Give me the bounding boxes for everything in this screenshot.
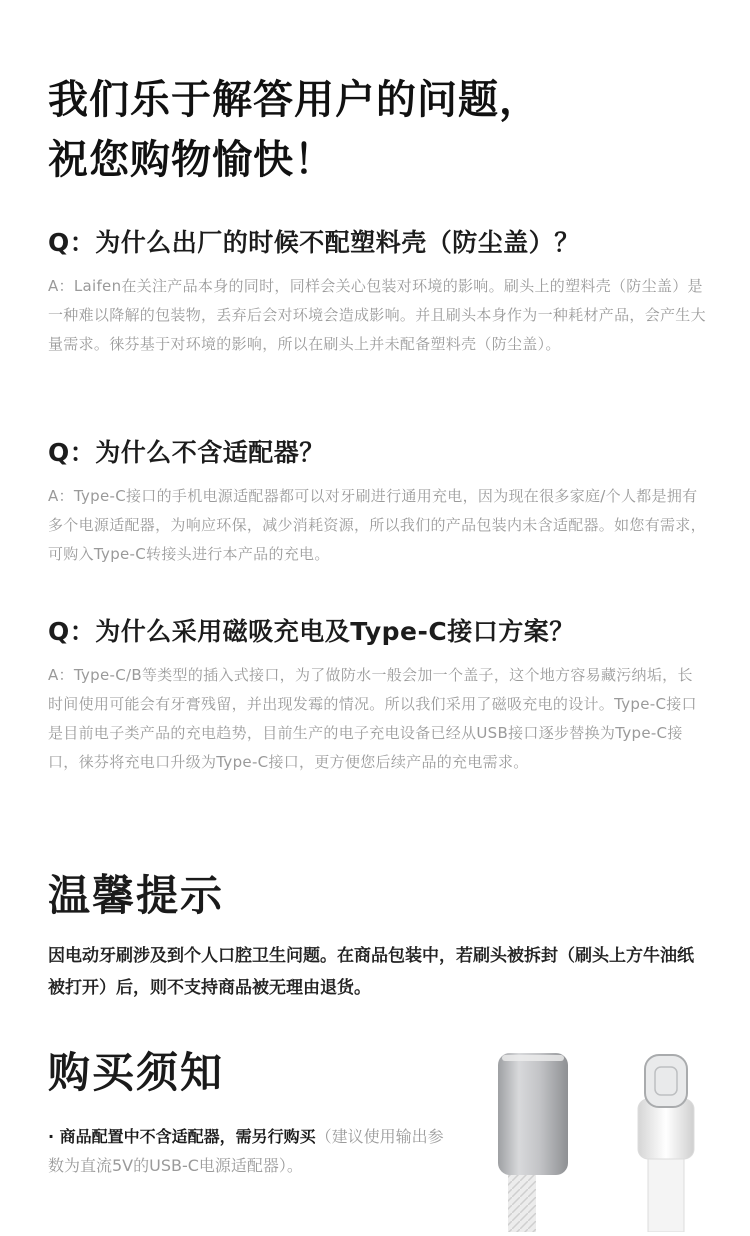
- hero-line-1: 我们乐于解答用户的问题，: [48, 77, 540, 123]
- faq-answer: A：Type-C/B等类型的插入式接口，为了做防水一般会加一个盖子，这个地方容易藏污纳垢，长时间使用可能会有牙膏残留，并出现发霉的情况。所以我们采用了磁吸充电的设计。Type-C接口是目前电子类产品的充电趋势，目前生产的电子充电设备已经从USB接口逐步替换为Type-C接口，徕芬将充电口升级为Type-C接口，更方便您后续产品的充电需求。: [48, 666, 697, 771]
- hero-heading: [48, 70, 708, 190]
- faq-item-1: [48, 226, 708, 359]
- faq-question: Q：为什么采用磁吸充电及Type-C接口方案？: [48, 617, 575, 646]
- faq-item-2: [48, 436, 708, 569]
- faq-answer: A：Laifen在关注产品本身的同时，同样会关心包装对环境的影响。刷头上的塑料壳（防尘盖）是一种难以降解的包装物，丢弃后会对环境会造成影响。并且刷头本身作为一种耗材产品，会产生大量需求。徕芬基于对环境的影响，所以在刷头上并未配备塑料壳（防尘盖）。: [48, 277, 706, 353]
- faq-question: Q：为什么不含适配器？: [48, 438, 325, 467]
- hero-line-2: 祝您购物愉快！: [48, 137, 335, 183]
- purchase-note: [48, 1122, 448, 1180]
- cable-illustration: [488, 1045, 718, 1232]
- purchase-note-main: · 商品配置中不含适配器，需另行购买: [48, 1127, 316, 1146]
- purchase-title: 购买须知: [48, 1048, 225, 1097]
- charging-cable-image: [488, 1045, 718, 1232]
- faq-item-3: [48, 615, 708, 777]
- magnetic-connector-icon: [498, 1053, 568, 1232]
- faq-answer: A：Type-C接口的手机电源适配器都可以对牙刷进行通用充电，因为现在很多家庭/个人都是拥有多个电源适配器，为响应环保，减少消耗资源，所以我们的产品包装内未含适配器。如您有需求，可购入Type-C转接头进行本产品的充电。: [48, 487, 706, 563]
- usb-c-plug-icon: [638, 1055, 694, 1232]
- tip-body: 因电动牙刷涉及到个人口腔卫生问题。在商品包装中，若刷头被拆封（刷头上方牛油纸被打开）后，则不支持商品被无理由退货。: [48, 946, 694, 998]
- faq-question: Q：为什么出厂的时候不配塑料壳（防尘盖）？: [48, 228, 580, 257]
- purchase-note-hint: （建议使用输出参数为直流5V的USB-C电源适配器）。: [48, 1127, 444, 1175]
- tip-title: 温馨提示: [48, 871, 225, 920]
